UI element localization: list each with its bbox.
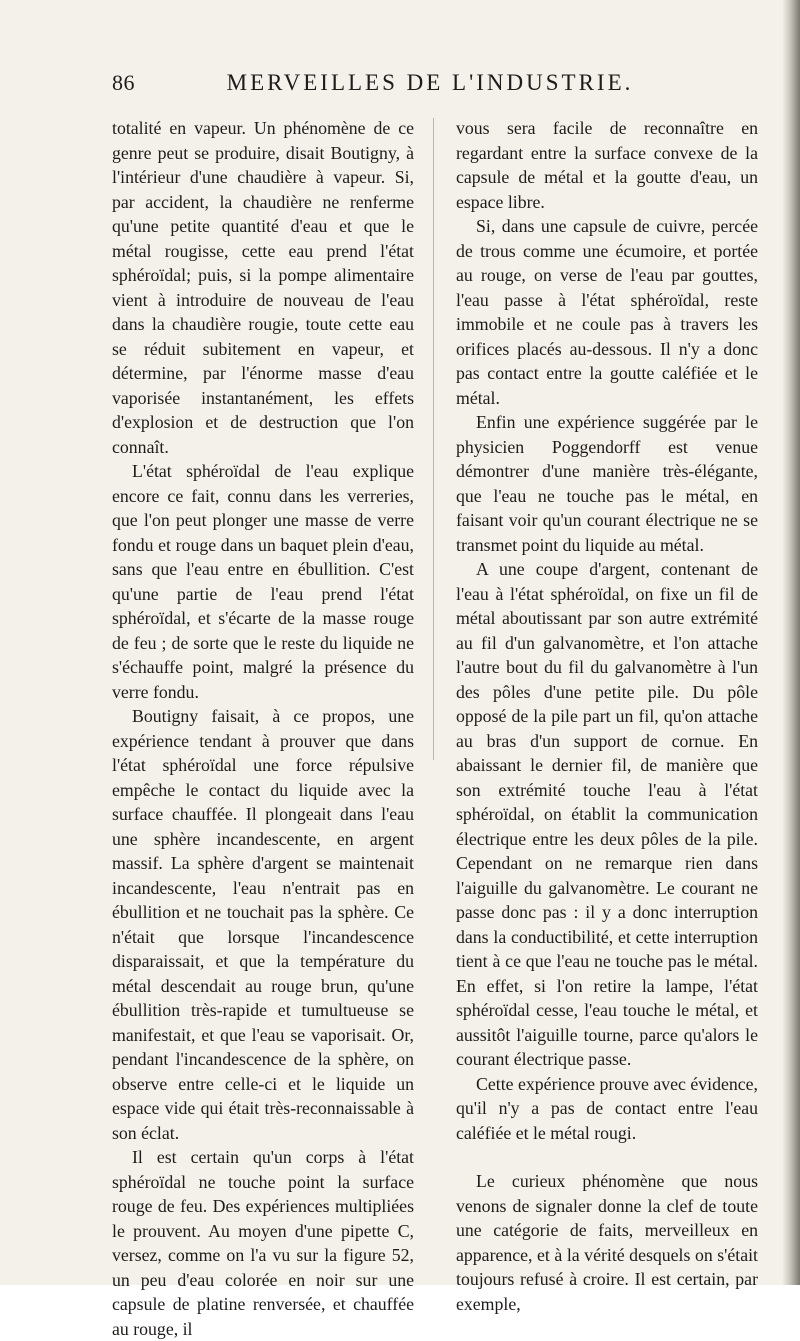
paragraph: A une coupe d'argent, contenant de l'eau à l'état sphéroïdal, on fixe un fil de métal aboutissant par son autre extrémité au fil d'un galvanomètre, et l'on attache l'autre bout du fil du galvanomètre à l'un des pôles d'une petite pile. Du pôle opposé de la pile part un fil, qu'on attache au bras d'un support de cornue. En abaissant le dernier fil, de manière que son extrémité touche l'eau à l'état sphéroïdal, on établit la communication électrique entre les deux pôles de la pile. Cependant on ne remarque rien dans l'aiguille du galvanomètre. Le courant ne passe donc pas : il y a donc interruption dans la conductibilité, et cette interruption tient à ce que l'eau ne touche pas le métal. En effet, si l'on retire la lampe, l'état sphéroïdal cesse, l'eau touche le métal, et aussitôt l'aiguille tourne, parce qu'alors le courant électrique passe. bbox=[456, 559, 758, 1069]
page-header bbox=[112, 70, 748, 100]
paragraph: Cette expérience prouve avec évidence, qu'il n'y a pas de contact entre l'eau caléfiée et le métal rougi. bbox=[456, 1073, 758, 1143]
paragraph: totalité en vapeur. Un phénomène de ce genre peut se produire, disait Boutigny, à l'intérieur d'une chaudière à vapeur. Si, par accident, la chaudière ne renferme qu'une petite quantité d'eau et que le métal rougisse, cette eau prend l'état sphéroïdal; puis, si la pompe alimentaire vient à introduire de nouveau de l'eau dans la chaudière rougie, toute cette eau se réduit subitement en vapeur, et détermine, par l'énorme masse d'eau vaporisée instantanément, les effets d'explosion et de destruction que l'on connaît. bbox=[112, 118, 414, 457]
column-divider bbox=[433, 118, 434, 760]
paragraph: Il est certain qu'un corps à l'état sphéroïdal ne touche point la surface rouge de feu. Des expériences multipliées le prouvent. Au moyen d'une pipette C, versez, comme on l'a vu sur la figure 52, un peu d'eau colorée en noir sur une capsule de platine renversée, et chauffée au rouge, il bbox=[112, 1147, 414, 1339]
paragraph: L'état sphéroïdal de l'eau explique encore ce fait, connu dans les verreries, que l'on peut plonger une masse de verre fondu et rouge dans un baquet plein d'eau, sans que l'eau entre en ébullition. C'est qu'une partie de l'eau prend l'état sphéroïdal, et s'écarte de la masse rouge de feu ; de sorte que le reste du liquide ne s'échauffe point, malgré la présence du verre fondu. bbox=[112, 461, 414, 702]
paragraph: vous sera facile de reconnaître en regardant entre la surface convexe de la capsule de métal et la goutte d'eau, un espace libre. bbox=[456, 118, 758, 212]
running-title: MERVEILLES DE L'INDUSTRIE. bbox=[226, 70, 634, 95]
paragraph: Enfin une expérience suggérée par le physicien Poggendorff est venue démontrer d'une manière très-élégante, que l'eau ne touche pas le métal, en faisant voir qu'un courant électrique ne se transmet point du liquide au métal. bbox=[456, 412, 758, 555]
left-column bbox=[112, 116, 414, 1341]
paragraph: Boutigny faisait, à ce propos, une expérience tendant à prouver que dans l'état sphéroïdal une force répulsive empêche le contact du liquide avec la surface chauffée. Il plongeait dans l'eau une sphère incandescente, en argent massif. La sphère d'argent se maintenait incandescente, l'eau n'entrait pas en ébullition et ne touchait pas la sphère. Ce n'était que lorsque l'incandescence disparaissait, et que la température du métal descendait au rouge brun, qu'une ébullition très-rapide et tumultueuse se manifestait, et que l'eau se vaporisait. Or, pendant l'incandescence de la sphère, on observe entre celle-ci et le liquide un espace vide qui était très-reconnaissable à son éclat. bbox=[112, 706, 414, 1143]
right-column bbox=[456, 116, 758, 1316]
page-edge-shadow bbox=[782, 0, 800, 1285]
paragraph: Si, dans une capsule de cuivre, percée de trous comme une écumoire, et portée au rouge, on verse de l'eau par gouttes, l'eau passe à l'état sphéroïdal, reste immobile et ne coule pas à travers les orifices placés au-dessous. Il n'y a donc pas contact entre la goutte caléfiée et le métal. bbox=[456, 216, 758, 408]
paragraph: Le curieux phénomène que nous venons de signaler donne la clef de toute une catégorie de faits, merveilleux en apparence, et à la vérité desquels on s'était toujours refusé à croire. Il est certain, par exemple, bbox=[456, 1171, 758, 1314]
page-number: 86 bbox=[112, 70, 135, 95]
